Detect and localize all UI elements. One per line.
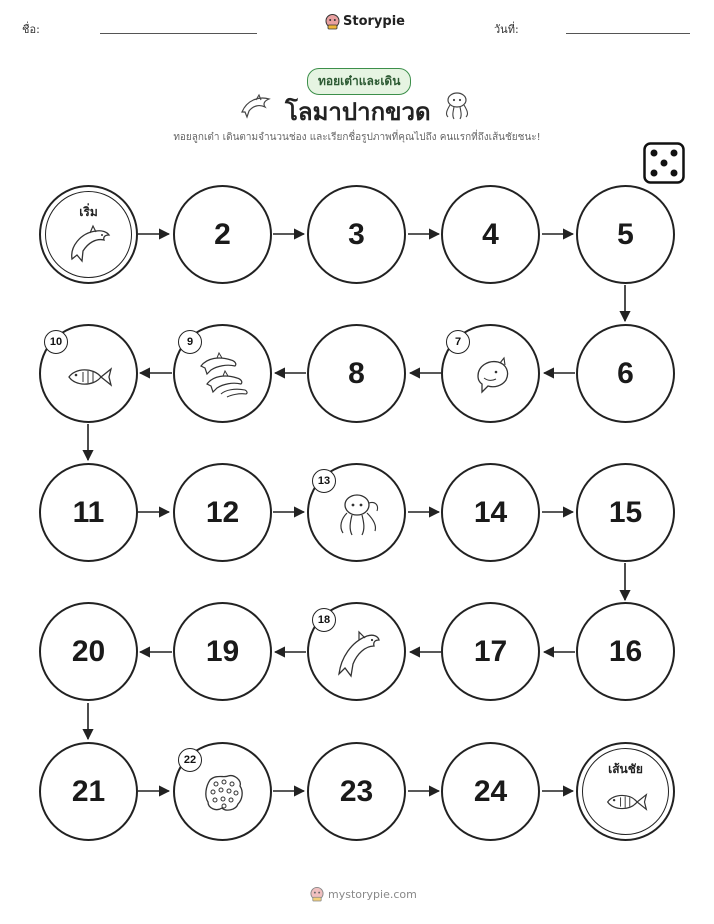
board-cell-picture — [307, 602, 406, 701]
cell-number: 15 — [608, 495, 643, 529]
footer-site[interactable]: mystorypie.com — [328, 887, 417, 901]
cell-number: 3 — [348, 217, 365, 251]
cell-number: 19 — [205, 634, 240, 668]
dolphin-icon — [66, 223, 112, 265]
board-cell — [173, 463, 272, 562]
cell-number: 4 — [482, 217, 499, 251]
cell-number-tag: 10 — [44, 330, 68, 354]
date-label: วันที่: — [494, 23, 519, 36]
cell-number: 12 — [205, 495, 240, 529]
board-cell — [576, 602, 675, 701]
cell-number-tag: 18 — [312, 608, 336, 632]
board-cell — [307, 742, 406, 841]
finish-label: เส้นชัย — [608, 762, 643, 776]
cell-number: 16 — [608, 634, 643, 668]
page-title: โลมาปากขวด — [285, 98, 431, 126]
board-cell-picture — [441, 324, 540, 423]
cell-number: 17 — [473, 634, 508, 668]
cell-number: 23 — [339, 774, 374, 808]
cell-number: 2 — [214, 217, 231, 251]
board-cell — [173, 602, 272, 701]
cell-number: 14 — [473, 495, 508, 529]
footer — [310, 886, 417, 902]
board-cell-picture — [307, 463, 406, 562]
board-cell — [441, 602, 540, 701]
board-cell — [576, 185, 675, 284]
brand-name: Storypie — [343, 14, 405, 29]
board-cell-picture — [173, 742, 272, 841]
board-cell-picture — [39, 324, 138, 423]
cell-number-tag: 9 — [178, 330, 202, 354]
start-cell — [39, 185, 138, 284]
cell-number: 21 — [71, 774, 106, 808]
board-cell — [39, 602, 138, 701]
board-cell — [307, 185, 406, 284]
board-cell — [576, 324, 675, 423]
start-label: เริ่ม — [79, 205, 98, 219]
game-type-badge: ทอยเต๋าและเดิน — [307, 68, 411, 95]
board-cell — [39, 463, 138, 562]
dolphin-pod-icon — [197, 350, 251, 400]
instructions: ทอยลูกเต๋า เดินตามจำนวนช่อง และเรียกชื่อรูปภาพที่คุณไปถึง คนแรกที่ถึงเส้นชัยชนะ! — [173, 132, 541, 143]
board-cell — [441, 463, 540, 562]
storypie-mascot-icon — [310, 886, 324, 902]
cell-number-tag: 22 — [178, 748, 202, 772]
board-cell-picture — [173, 324, 272, 423]
board-cell — [441, 742, 540, 841]
board-cell — [576, 463, 675, 562]
fish-icon — [604, 790, 650, 814]
name-label: ชื่อ: — [22, 23, 40, 36]
squid-icon — [333, 491, 383, 539]
board-cell — [39, 742, 138, 841]
finish-cell — [576, 742, 675, 841]
cell-number: 11 — [72, 495, 105, 529]
board-cell — [307, 324, 406, 423]
fish-icon — [65, 364, 115, 390]
cell-number: 24 — [473, 774, 508, 808]
cell-number: 20 — [71, 634, 106, 668]
cell-number: 5 — [617, 217, 634, 251]
cell-number-tag: 13 — [312, 469, 336, 493]
cell-number: 8 — [348, 356, 365, 390]
sponge-icon — [202, 772, 246, 814]
board-cell — [173, 185, 272, 284]
board-cell — [441, 185, 540, 284]
leaping-dolphin-icon — [333, 628, 383, 680]
dolphin-face-icon — [470, 354, 514, 396]
cell-number-tag: 7 — [446, 330, 470, 354]
cell-number: 6 — [617, 356, 634, 390]
